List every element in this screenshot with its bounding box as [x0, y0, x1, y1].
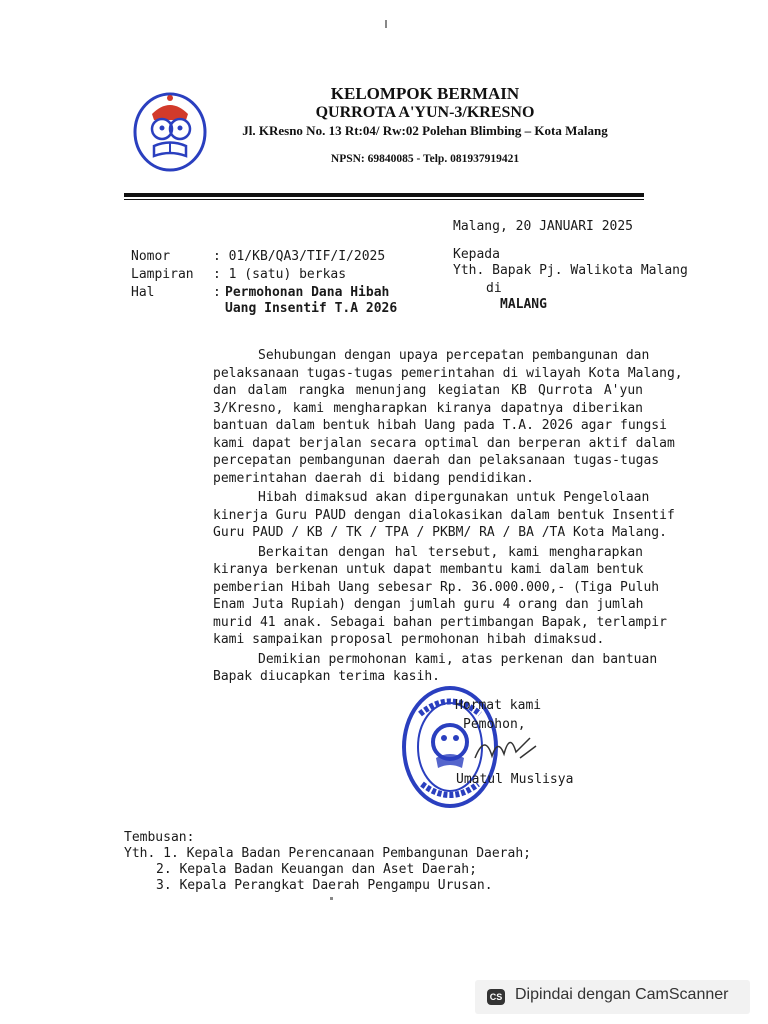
signature-icon: [470, 728, 540, 768]
org-address: Jl. KResno No. 13 Rt:04/ Rw:02 Polehan Blimbing – Kota Malang: [242, 123, 608, 138]
letterhead-rule-thin: [124, 199, 644, 200]
nomor-value: : 01/KB/QA3/TIF/I/2025: [213, 249, 386, 264]
hal-label: Hal: [131, 285, 155, 300]
org-contact: NPSN: 69840085 - Telp. 081937919421: [330, 153, 520, 165]
paragraph-1: Sehubungan dengan upaya percepatan pembangunan dan pelaksanaan tugas-tugas pemerintahan di wilayah Kota Malang, dan dalam rangka menunjang kegiatan KB Qurrota A'yun 3/Kresno, kami mengharapkan kiranya dapatnya diberikan bantuan dalam bentuk hibah Uang pada T.A. 2026 agar fungsi kami dapat berjalan secara optimal dan berperan aktif dalam percepatan pembangunan daerah dan pelaksanaan tugas-tugas pemerintahan daerah di bidang pendidikan.: [213, 348, 683, 486]
org-name: KELOMPOK BERMAIN: [330, 84, 520, 103]
paragraph-3: Berkaitan dengan hal tersebut, kami mengharapkan kiranya berkenan untuk dapat membantu kami dalam bentuk pemberian Hibah Uang sebesar Rp. 36.000.000,- (Tiga Puluh Enam Juta Rupiah) dengan jumlah guru 4 orang dan jumlah murid 41 anak. Sebagai bahan pertimbangan Bapak, terlampir kami sampaikan proposal permohonan hibah dimaksud.: [213, 544, 667, 647]
place-date: Malang, 20 JANUARI 2025: [453, 219, 634, 234]
recipient: Yth. Bapak Pj. Walikota Malang: [453, 263, 688, 278]
signer-name: Umatul Muslisya: [456, 772, 574, 787]
cc-item: 2. Kepala Badan Keuangan dan Aset Daerah;: [156, 862, 477, 877]
org-subname: QURROTA A'YUN-3/KRESNO: [315, 104, 535, 121]
camscanner-icon: CS: [487, 989, 505, 1005]
lampiran-label: Lampiran: [131, 267, 194, 282]
closing-text: Hormat kami: [455, 698, 542, 713]
letterhead-rule: [124, 193, 644, 197]
hal-value-2: Uang Insentif T.A 2026: [225, 301, 398, 316]
lampiran-value: : 1 (satu) berkas: [213, 267, 347, 282]
nomor-label: Nomor: [131, 249, 171, 264]
school-logo-icon: [130, 84, 210, 174]
paragraph-2: Hibah dimaksud akan dipergunakan untuk Pengelolaan kinerja Guru PAUD dengan dialokasikan dalam bentuk Insentif Guru PAUD / KB / TK / TPA / PKBM/ RA / BA /TA Kota Malang.: [213, 490, 675, 540]
cc-item: Yth. 1. Kepala Badan Perencanaan Pembangunan Daerah;: [124, 846, 531, 861]
kepada-label: Kepada: [453, 247, 500, 262]
scan-speck: [385, 20, 387, 28]
di-label: di: [486, 281, 502, 296]
scanner-watermark-text: Dipindai dengan CamScanner: [515, 986, 729, 1003]
cc-title: Tembusan:: [124, 830, 195, 845]
paragraph-4: Demikian permohonan kami, atas perkenan dan bantuan Bapak diucapkan terima kasih.: [213, 651, 658, 684]
body-text: [213, 347, 683, 686]
cc-item: 3. Kepala Perangkat Daerah Pengampu Urusan.: [156, 878, 493, 893]
signer-role: Pemohon,: [463, 717, 526, 732]
hal-value-1: Permohonan Dana Hibah: [225, 285, 390, 300]
scan-speck: [330, 897, 333, 900]
hal-colon: :: [213, 285, 221, 300]
recipient-city: MALANG: [500, 297, 547, 312]
